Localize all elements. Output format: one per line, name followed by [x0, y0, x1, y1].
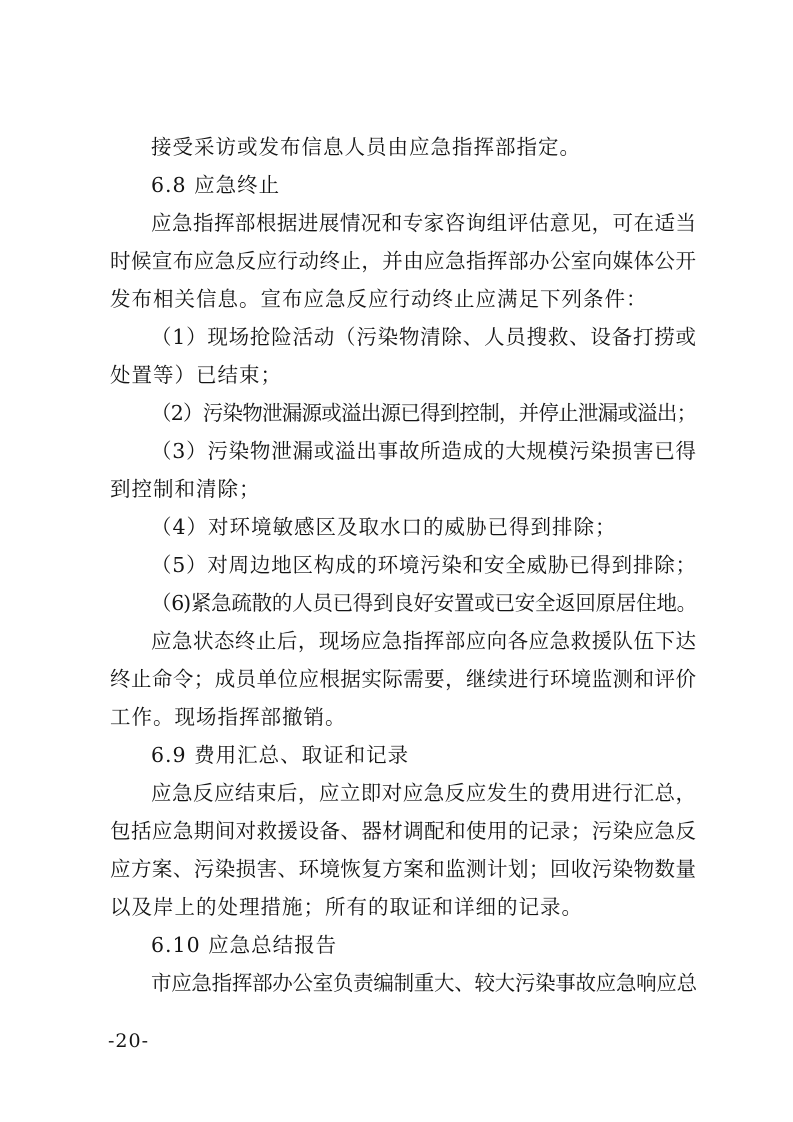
page-number: -20-	[108, 1030, 150, 1052]
section-heading-6-8: 6.8 应急终止	[151, 173, 281, 197]
list-item-4: （4）对环境敏感区及取水口的威胁已得到排除；	[151, 515, 617, 539]
document-body	[110, 128, 696, 1002]
list-item-5: （5）对周边地区构成的环境污染和安全威胁已得到排除；	[151, 553, 696, 577]
text-line: 接受采访或发布信息人员由应急指挥部指定。	[151, 135, 581, 159]
section-heading-6-9: 6.9 费用汇总、取证和记录	[151, 743, 410, 767]
text-line: 工作。现场指挥部撤销。	[110, 705, 347, 729]
list-item-6: （6)紧急疏散的人员已得到良好安置或已安全返回原居住地。	[151, 591, 696, 615]
section-heading-6-10: 6.10 应急总结报告	[151, 933, 338, 957]
text-line: 应急状态终止后，现场应急指挥部应向各应急救援队伍下达	[151, 629, 696, 653]
text-line: 处置等）已结束；	[110, 363, 282, 387]
text-line: 时候宣布应急反应行动终止，并由应急指挥部办公室向媒体公开	[110, 249, 696, 273]
text-line: 应方案、污染损害、环境恢复方案和监测计划；回收污染物数量	[110, 857, 696, 881]
text-line: 包括应急期间对救援设备、器材调配和使用的记录；污染应急反	[110, 819, 696, 843]
text-line: 到控制和清除；	[110, 477, 261, 501]
text-line: 发布相关信息。宣布应急反应行动终止应满足下列条件：	[110, 287, 648, 311]
list-item-1: （1）现场抢险活动（污染物清除、人员搜救、设备打捞或	[151, 325, 696, 349]
list-item-2: （2）污染物泄漏源或溢出源已得到控制，并停止泄漏或溢出；	[151, 401, 696, 425]
text-line: 以及岸上的处理措施；所有的取证和详细的记录。	[110, 895, 583, 919]
text-line: 应急反应结束后，应立即对应急反应发生的费用进行汇总，	[151, 781, 696, 805]
text-line: 终止命令；成员单位应根据实际需要，继续进行环境监测和评价	[110, 667, 696, 691]
text-line: 应急指挥部根据进展情况和专家咨询组评估意见，可在适当	[151, 211, 696, 235]
text-line: 市应急指挥部办公室负责编制重大、较大污染事故应急响应总	[151, 971, 696, 995]
list-item-3: （3）污染物泄漏或溢出事故所造成的大规模污染损害已得	[151, 439, 696, 463]
